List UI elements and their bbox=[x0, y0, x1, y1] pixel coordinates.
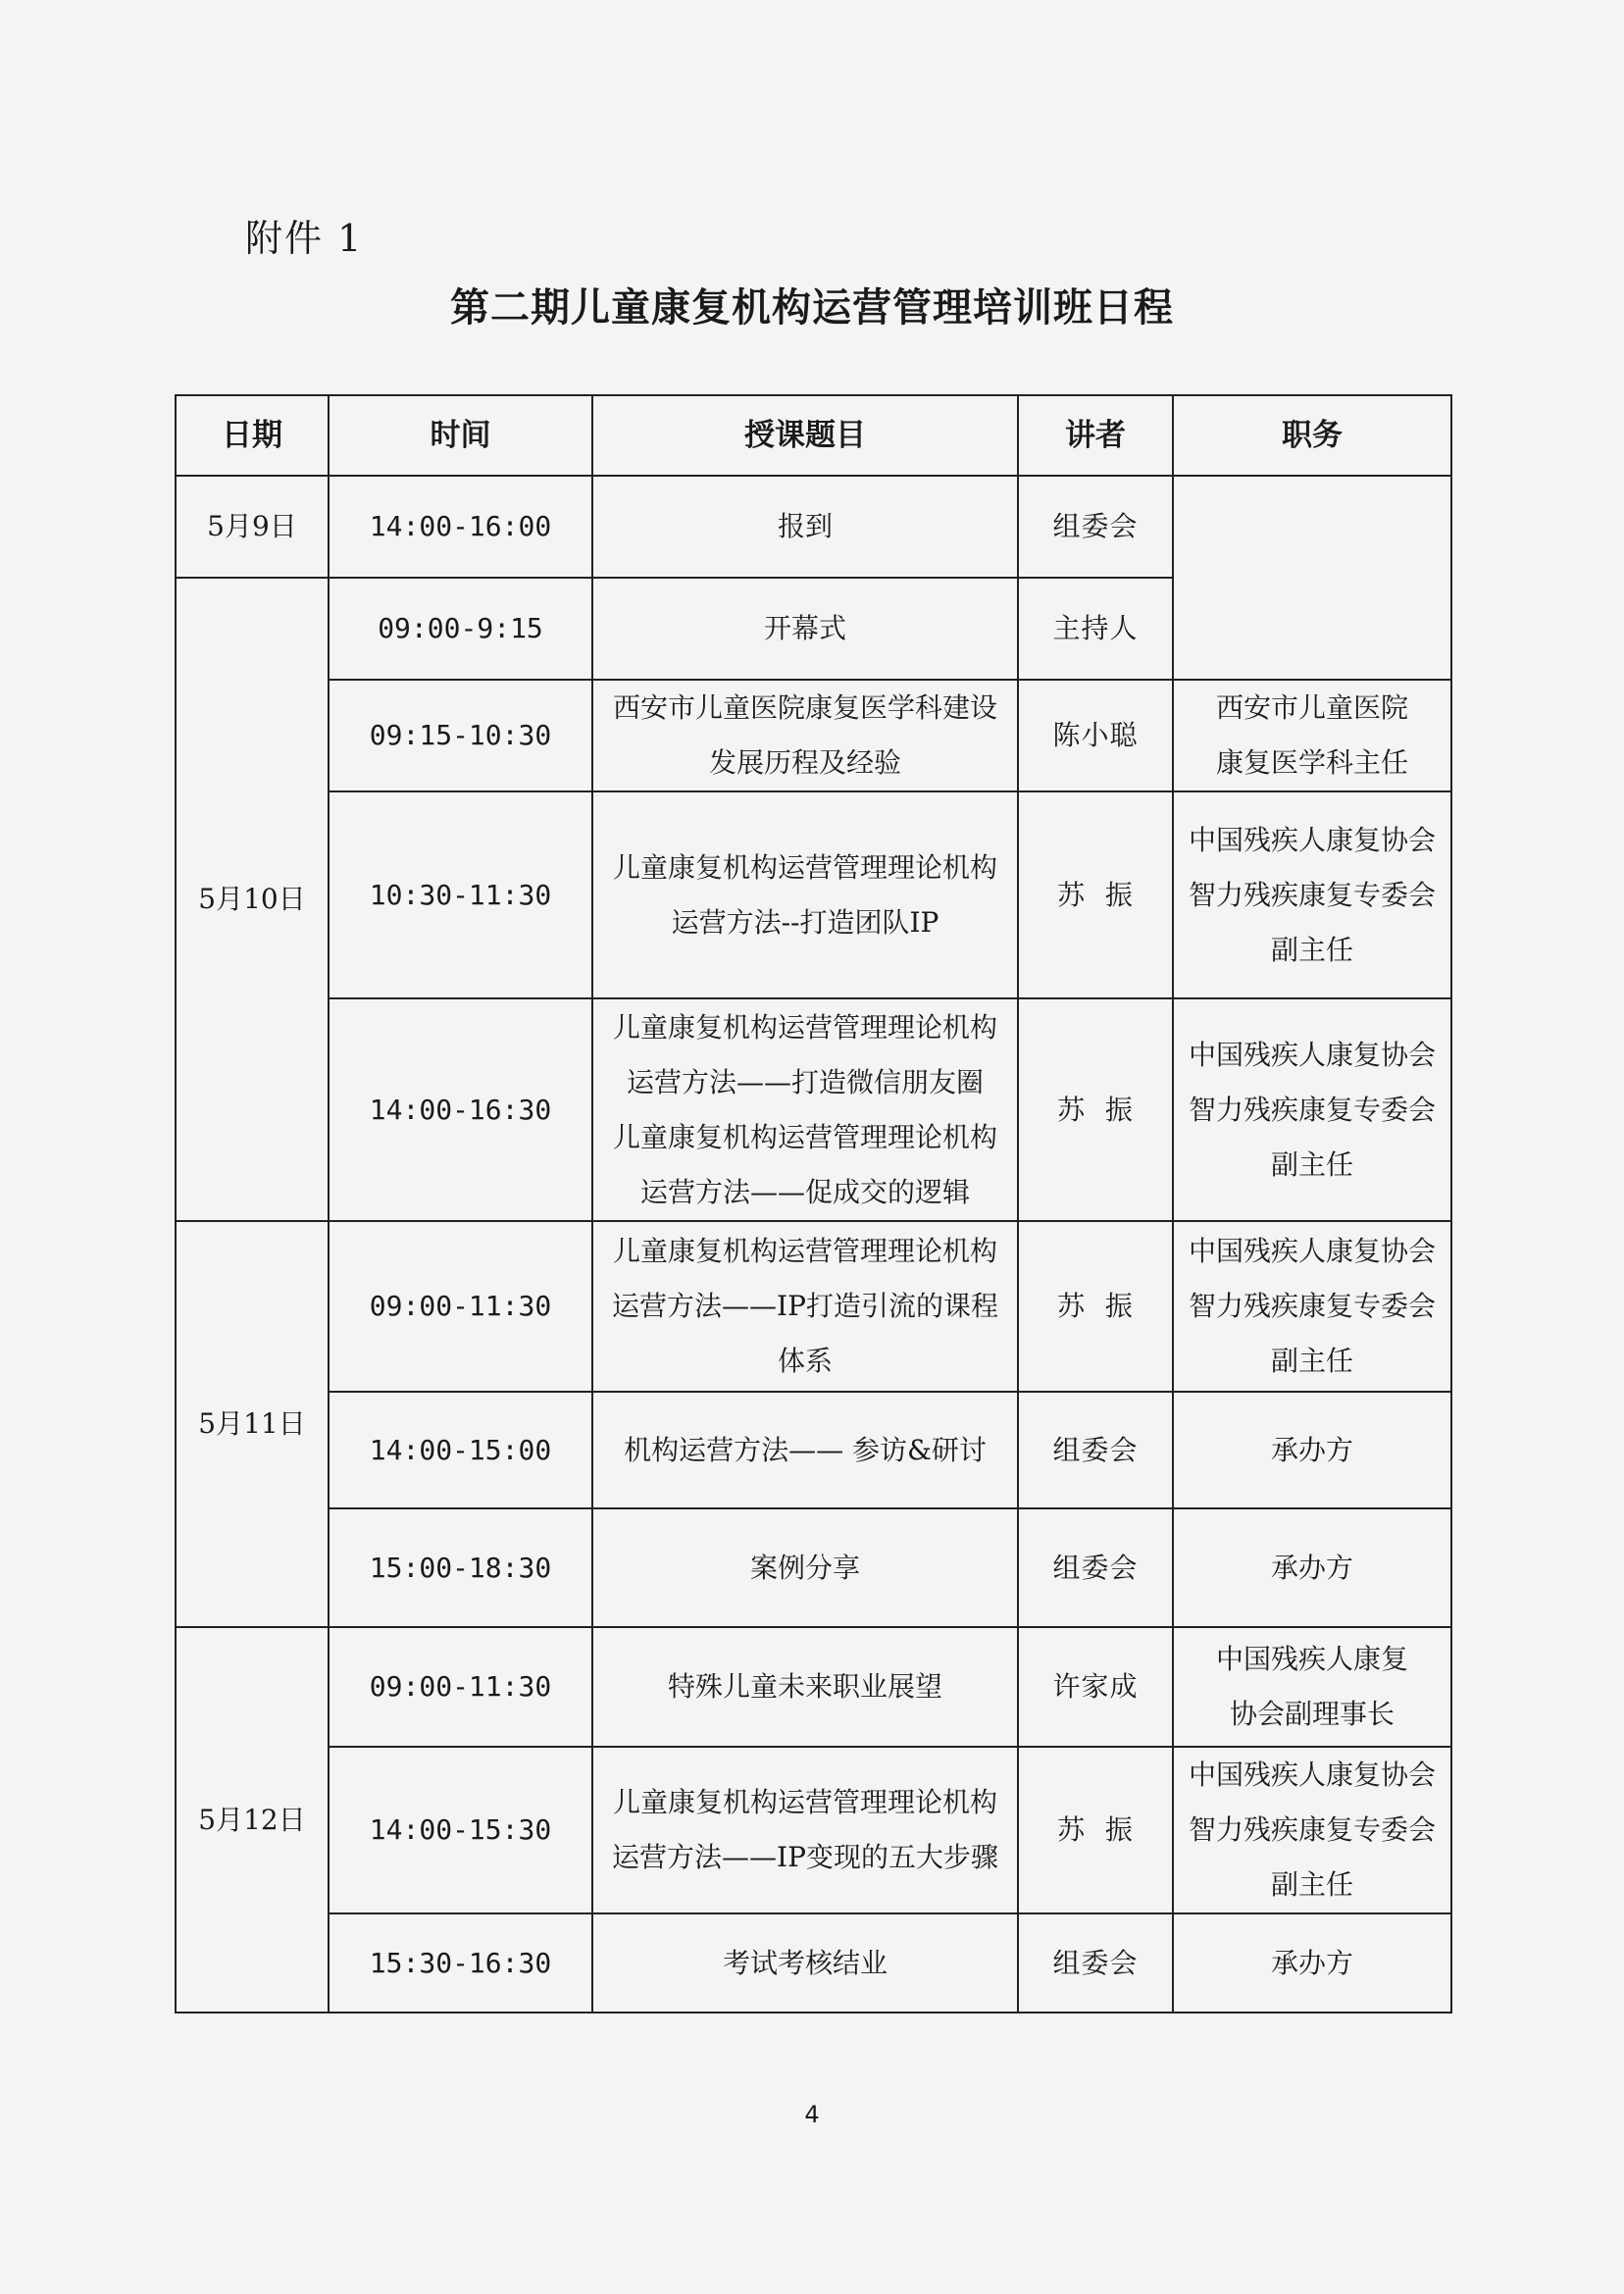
table-row bbox=[176, 1508, 1451, 1627]
role-cell: 承办方 bbox=[1173, 1913, 1451, 2013]
date-cell: 5月10日 bbox=[176, 578, 329, 1221]
time-cell: 09:00-11:30 bbox=[329, 1627, 592, 1747]
header-speaker: 讲者 bbox=[1018, 395, 1173, 476]
speaker-cell: 苏 振 bbox=[1018, 1747, 1173, 1913]
date-cell: 5月12日 bbox=[176, 1627, 329, 2013]
page-number: 4 bbox=[804, 2101, 820, 2128]
role-cell: 中国残疾人康复协会 智力残疾康复专委会 副主任 bbox=[1173, 998, 1451, 1221]
table-row bbox=[176, 1747, 1451, 1913]
table-row bbox=[176, 680, 1451, 791]
speaker-cell: 组委会 bbox=[1018, 1392, 1173, 1508]
header-time: 时间 bbox=[329, 395, 592, 476]
speaker-cell: 苏 振 bbox=[1018, 1221, 1173, 1392]
speaker-cell: 苏 振 bbox=[1018, 998, 1173, 1221]
topic-cell: 机构运营方法—— 参访&研讨 bbox=[592, 1392, 1018, 1508]
time-cell: 14:00-16:30 bbox=[329, 998, 592, 1221]
date-cell: 5月9日 bbox=[176, 476, 329, 578]
topic-cell: 儿童康复机构运营管理理论机构 运营方法——IP打造引流的课程 体系 bbox=[592, 1221, 1018, 1392]
time-cell: 09:00-11:30 bbox=[329, 1221, 592, 1392]
role-cell bbox=[1173, 476, 1451, 680]
topic-cell: 儿童康复机构运营管理理论机构 运营方法--打造团队IP bbox=[592, 791, 1018, 998]
header-date: 日期 bbox=[176, 395, 329, 476]
topic-cell: 特殊儿童未来职业展望 bbox=[592, 1627, 1018, 1747]
topic-cell: 儿童康复机构运营管理理论机构 运营方法——IP变现的五大步骤 bbox=[592, 1747, 1018, 1913]
speaker-cell: 组委会 bbox=[1018, 1508, 1173, 1627]
table-row bbox=[176, 998, 1451, 1221]
time-cell: 15:00-18:30 bbox=[329, 1508, 592, 1627]
topic-cell: 儿童康复机构运营管理理论机构 运营方法——打造微信朋友圈 儿童康复机构运营管理理论机构 运营方法——促成交的逻辑 bbox=[592, 998, 1018, 1221]
table-header-row bbox=[176, 395, 1451, 476]
time-cell: 14:00-15:30 bbox=[329, 1747, 592, 1913]
topic-cell: 案例分享 bbox=[592, 1508, 1018, 1627]
table-row bbox=[176, 1627, 1451, 1747]
header-topic: 授课题目 bbox=[592, 395, 1018, 476]
speaker-cell: 许家成 bbox=[1018, 1627, 1173, 1747]
topic-cell: 报到 bbox=[592, 476, 1018, 578]
topic-cell: 考试考核结业 bbox=[592, 1913, 1018, 2013]
role-cell: 中国残疾人康复协会 智力残疾康复专委会 副主任 bbox=[1173, 1747, 1451, 1913]
speaker-cell: 主持人 bbox=[1018, 578, 1173, 680]
speaker-cell: 组委会 bbox=[1018, 1913, 1173, 2013]
document-title: 第二期儿童康复机构运营管理培训班日程 bbox=[450, 285, 1174, 331]
time-cell: 10:30-11:30 bbox=[329, 791, 592, 998]
time-cell: 14:00-15:00 bbox=[329, 1392, 592, 1508]
topic-cell: 开幕式 bbox=[592, 578, 1018, 680]
date-cell: 5月11日 bbox=[176, 1221, 329, 1627]
header-role: 职务 bbox=[1173, 395, 1451, 476]
table-row bbox=[176, 1913, 1451, 2013]
speaker-cell: 苏 振 bbox=[1018, 791, 1173, 998]
role-cell: 承办方 bbox=[1173, 1508, 1451, 1627]
time-cell: 09:15-10:30 bbox=[329, 680, 592, 791]
attachment-label: 附件 1 bbox=[245, 217, 364, 260]
role-cell: 中国残疾人康复 协会副理事长 bbox=[1173, 1627, 1451, 1747]
time-cell: 15:30-16:30 bbox=[329, 1913, 592, 2013]
table-row bbox=[176, 791, 1451, 998]
table-row bbox=[176, 1392, 1451, 1508]
table-row bbox=[176, 1221, 1451, 1392]
table-row bbox=[176, 476, 1451, 578]
speaker-cell: 陈小聪 bbox=[1018, 680, 1173, 791]
role-cell: 中国残疾人康复协会 智力残疾康复专委会 副主任 bbox=[1173, 1221, 1451, 1392]
time-cell: 14:00-16:00 bbox=[329, 476, 592, 578]
role-cell: 承办方 bbox=[1173, 1392, 1451, 1508]
schedule-table bbox=[175, 394, 1452, 2014]
role-cell: 中国残疾人康复协会 智力残疾康复专委会 副主任 bbox=[1173, 791, 1451, 998]
topic-cell: 西安市儿童医院康复医学科建设 发展历程及经验 bbox=[592, 680, 1018, 791]
speaker-cell: 组委会 bbox=[1018, 476, 1173, 578]
time-cell: 09:00-9:15 bbox=[329, 578, 592, 680]
role-cell: 西安市儿童医院 康复医学科主任 bbox=[1173, 680, 1451, 791]
